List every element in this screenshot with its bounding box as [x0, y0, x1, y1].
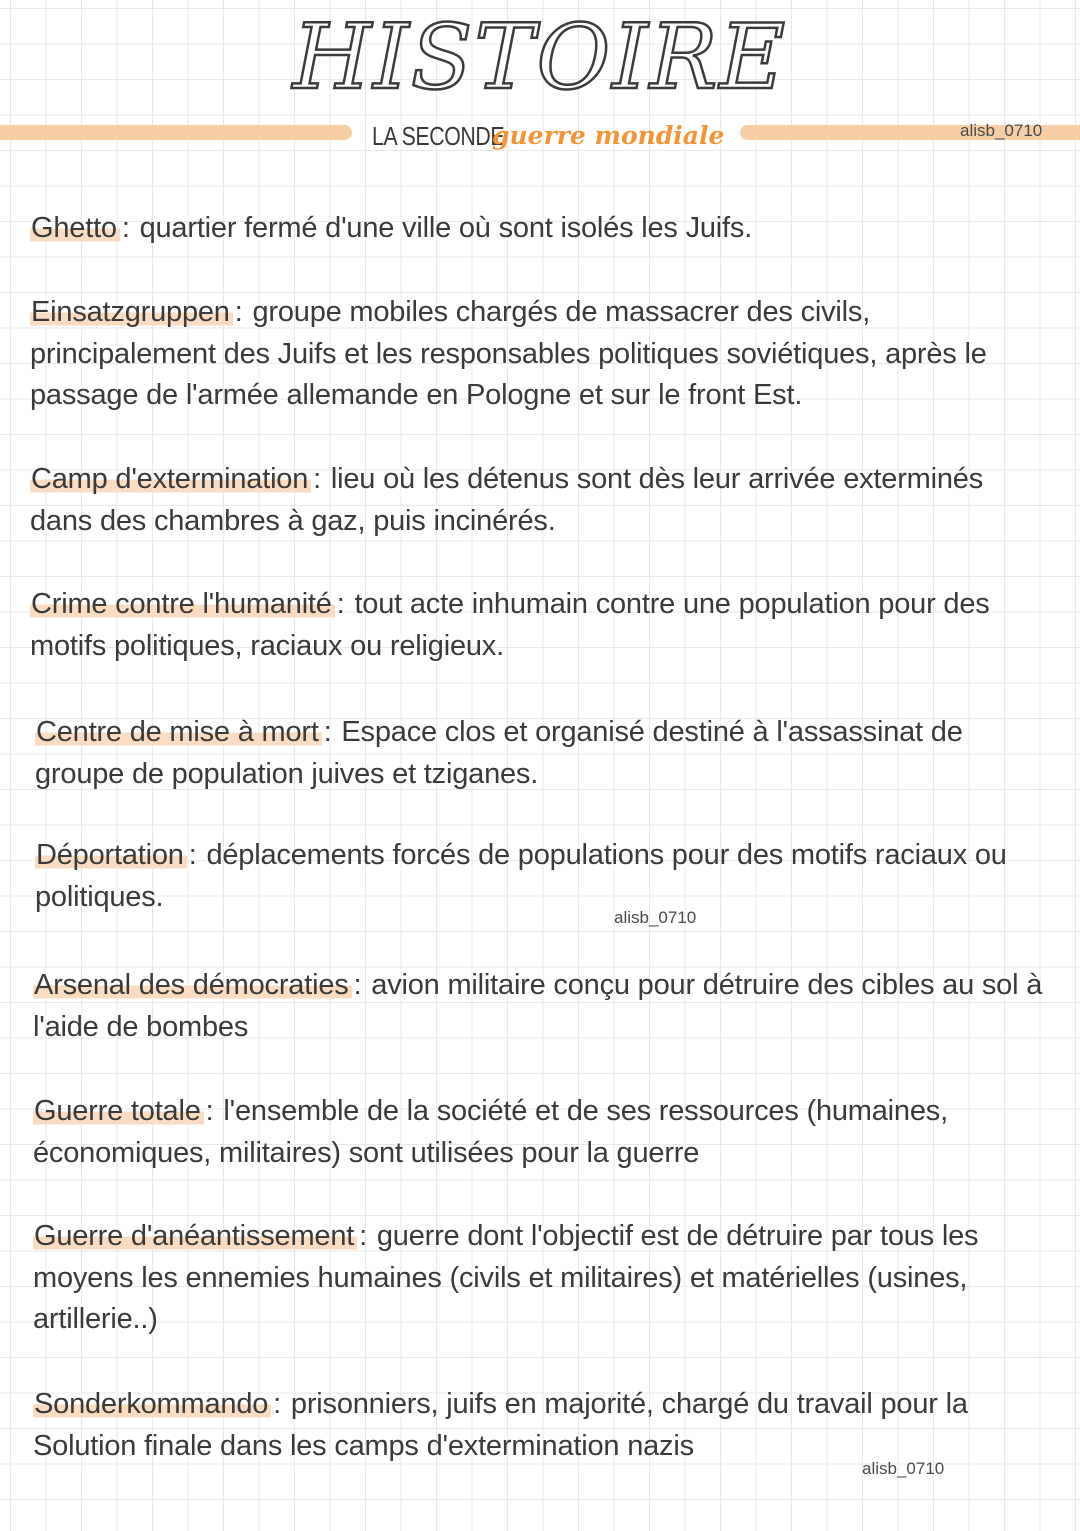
subtitle-main: LA SECONDE — [372, 121, 505, 151]
entry-definition: Espace clos et organisé destiné à l'assassinat de groupe de population juives et tziganes. — [35, 716, 963, 790]
glossary-entry-deportation: Déportation : déplacements forcés de populations pour des motifs raciaux ou politiques. — [35, 839, 1007, 913]
header-band-left — [0, 125, 352, 140]
entry-term: Guerre totale — [33, 1095, 204, 1127]
subtitle — [372, 116, 725, 156]
glossary-entry-crime-humanite: Crime contre l'humanité : tout acte inhumain contre une population pour des motifs politiques, raciaux ou religieux. — [30, 588, 990, 662]
glossary-entry-ghetto: Ghetto : quartier fermé d'une ville où sont isolés les Juifs. — [31, 212, 753, 244]
entry-definition: prisonniers, juifs en majorité, chargé du travail pour la Solution finale dans les camps d'extermination nazis — [33, 1388, 968, 1462]
glossary-entry-camp-extermination: Camp d'extermination : lieu où les détenus sont dès leur arrivée exterminés dans des chambres à gaz, puis incinérés. — [30, 463, 984, 537]
entry-term: Ghetto — [30, 212, 120, 244]
entry-term: Guerre d'anéantissement — [33, 1220, 357, 1252]
glossary-entry-guerre-aneantissement: Guerre d'anéantissement : guerre dont l'objectif est de détruire par tous les moyens les ennemies humaines (civils et militaires) et matérielles (usines, artillerie..) — [33, 1220, 979, 1335]
glossary-entry-einsatzgruppen: Einsatzgruppen : groupe mobiles chargés de massacrer des civils, principalement des Juifs et les responsables politiques soviétiques, après le passage de l'armée allemande en Pologne et sur le front Est. — [30, 296, 987, 411]
entry-definition: l'ensemble de la société et de ses ressources (humaines, économiques, militaires) sont utilisées pour la guerre — [33, 1095, 948, 1169]
entry-term: Déportation — [35, 839, 187, 871]
glossary-entry-sonderkommando: Sonderkommando : prisonniers, juifs en majorité, chargé du travail pour la Solution finale dans les camps d'extermination nazis — [33, 1388, 968, 1462]
entry-definition: lieu où les détenus sont dès leur arrivée exterminés dans des chambres à gaz, puis incinérés. — [30, 463, 984, 537]
subtitle-accent: guerre mondiale — [492, 121, 725, 150]
page-title: HISTOIRE — [292, 5, 788, 110]
entry-definition: groupe mobiles chargés de massacrer des civils, principalement des Juifs et les responsables politiques soviétiques, après le passage de l'armée allemande en Pologne et sur le front Est. — [30, 296, 987, 411]
glossary-entry-centre-mise-a-mort: Centre de mise à mort : Espace clos et organisé destiné à l'assassinat de groupe de population juives et tziganes. — [35, 716, 963, 790]
entry-term: Crime contre l'humanité — [30, 588, 335, 620]
header-watermark: alisb_0710 — [960, 121, 1043, 140]
glossary-entry-arsenal: Arsenal des démocraties : avion militaire conçu pour détruire des cibles au sol à l'aide de bombes — [33, 969, 1043, 1043]
entry-definition: guerre dont l'objectif est de détruire par tous les moyens les ennemies humaines (civils et militaires) et matérielles (usines, artillerie..) — [33, 1220, 979, 1335]
entry-definition: avion militaire conçu pour détruire des cibles au sol à l'aide de bombes — [33, 969, 1043, 1043]
entry-term: Centre de mise à mort — [35, 716, 322, 748]
entry-term: Arsenal des démocraties — [33, 969, 352, 1001]
glossary-entry-guerre-totale: Guerre totale : l'ensemble de la société et de ses ressources (humaines, économiques, militaires) sont utilisées pour la guerre — [33, 1095, 948, 1169]
entry-term: Einsatzgruppen — [30, 296, 233, 328]
entry-term: Camp d'extermination — [30, 463, 311, 495]
entry-definition: tout acte inhumain contre une population pour des motifs politiques, raciaux ou religieux. — [30, 588, 990, 662]
bottom-watermark: alisb_0710 — [862, 1459, 945, 1478]
entry-definition: quartier fermé d'une ville où sont isolés les Juifs. — [139, 212, 753, 244]
entry-term: Sonderkommando — [33, 1388, 271, 1420]
entry-definition: déplacements forcés de populations pour des motifs raciaux ou politiques. — [35, 839, 1007, 913]
middle-watermark: alisb_0710 — [614, 908, 697, 927]
